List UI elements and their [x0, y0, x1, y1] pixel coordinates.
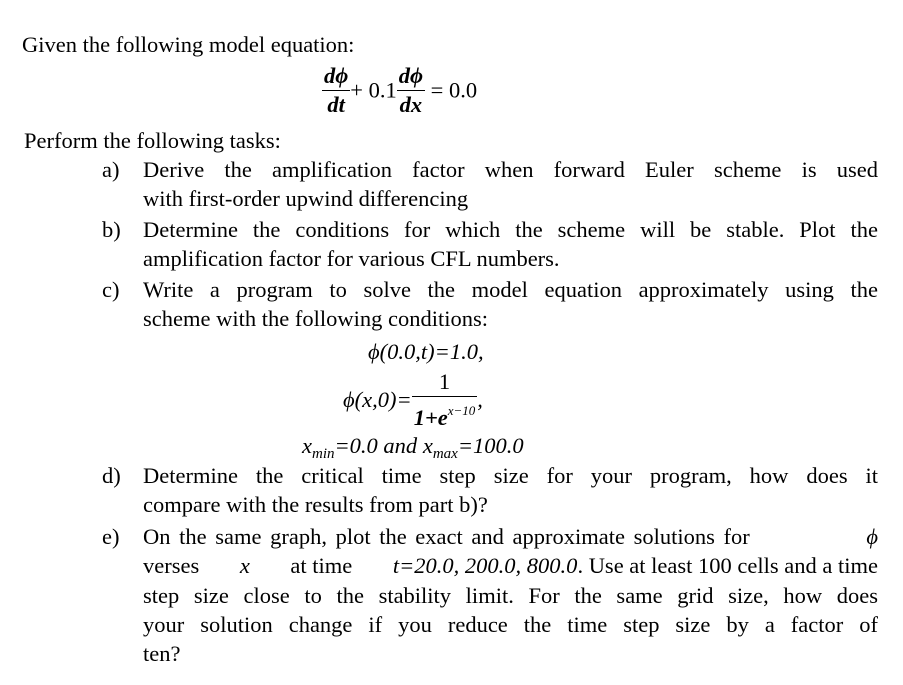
intro-text: Given the following model equation: [22, 32, 355, 57]
ic-den-exponent: x−10 [447, 403, 476, 418]
task-d-label: d) [102, 463, 121, 488]
task-e-verses: verses [143, 553, 200, 578]
dphi-dx-fraction [397, 62, 425, 119]
task-e-line4: your solution change if you reduce the time step size by a factor of [143, 612, 878, 637]
task-c-line1: Write a program to solve the model equation approximately using the [143, 277, 878, 302]
task-c-line2: scheme with the following conditions: [143, 306, 488, 331]
domain-mid: =0.0 and [334, 433, 423, 458]
task-e-line5: ten? [143, 641, 181, 666]
domain-end: =100.0 [457, 433, 524, 458]
task-a-line2: with first-order upwind differencing [143, 186, 469, 211]
task-e-line2-post: . Use at least 100 cells and a time [577, 553, 878, 578]
task-e-at-time: at time [290, 553, 353, 578]
ic-numerator: 1 [412, 368, 478, 397]
fraction-numerator: dϕ [322, 62, 350, 91]
model-equation [322, 62, 477, 119]
task-d-line2: compare with the results from part b)? [143, 492, 488, 517]
equation-coefficient: + 0.1 [350, 77, 397, 103]
boundary-condition: ϕ(0.0,t)=1.0, [368, 339, 484, 364]
equation-rhs: = 0.0 [430, 77, 478, 103]
task-e-times: t=20.0, 200.0, 800.0 [392, 553, 578, 578]
task-e-line1 [143, 523, 878, 551]
xmin-subscript: min [312, 446, 335, 462]
task-b-label: b) [102, 217, 121, 242]
task-b-line2: amplification factor for various CFL numbers. [143, 246, 560, 271]
fraction-denominator: dx [399, 92, 423, 117]
task-d-line1: Determine the critical time step size for your program, how does it [143, 463, 878, 488]
task-a-label: a) [102, 157, 120, 182]
initial-condition [343, 368, 483, 432]
xmax-subscript: max [432, 446, 458, 462]
phi-symbol: ϕ [866, 524, 878, 549]
task-e-line1-text: On the same graph, plot the exact and approximate solutions for [143, 524, 750, 549]
x-symbol: x [239, 553, 250, 578]
ic-tail: , [477, 387, 483, 412]
task-e-times-group [393, 552, 878, 580]
task-e-line3: step size close to the stability limit. For the same grid size, how does [143, 583, 878, 608]
fraction-numerator: dϕ [397, 62, 425, 91]
task-e-line2 [143, 552, 878, 580]
task-c-label: c) [102, 277, 120, 302]
task-e-label: e) [102, 524, 120, 549]
ic-den-base: 1+e [413, 405, 448, 430]
ic-fraction [412, 368, 478, 432]
ic-denominator [412, 397, 478, 432]
ic-lhs: ϕ(x,0)= [343, 387, 412, 412]
fraction-denominator: dt [327, 92, 345, 117]
xmin-symbol: x [302, 433, 312, 458]
task-a-line1: Derive the amplification factor when forward Euler scheme is used [143, 157, 878, 182]
task-b-line1: Determine the conditions for which the scheme will be stable. Plot the [143, 217, 878, 242]
xmax-symbol: x [422, 433, 433, 458]
dphi-dt-fraction [322, 62, 350, 119]
tasks-heading: Perform the following tasks: [24, 128, 281, 153]
